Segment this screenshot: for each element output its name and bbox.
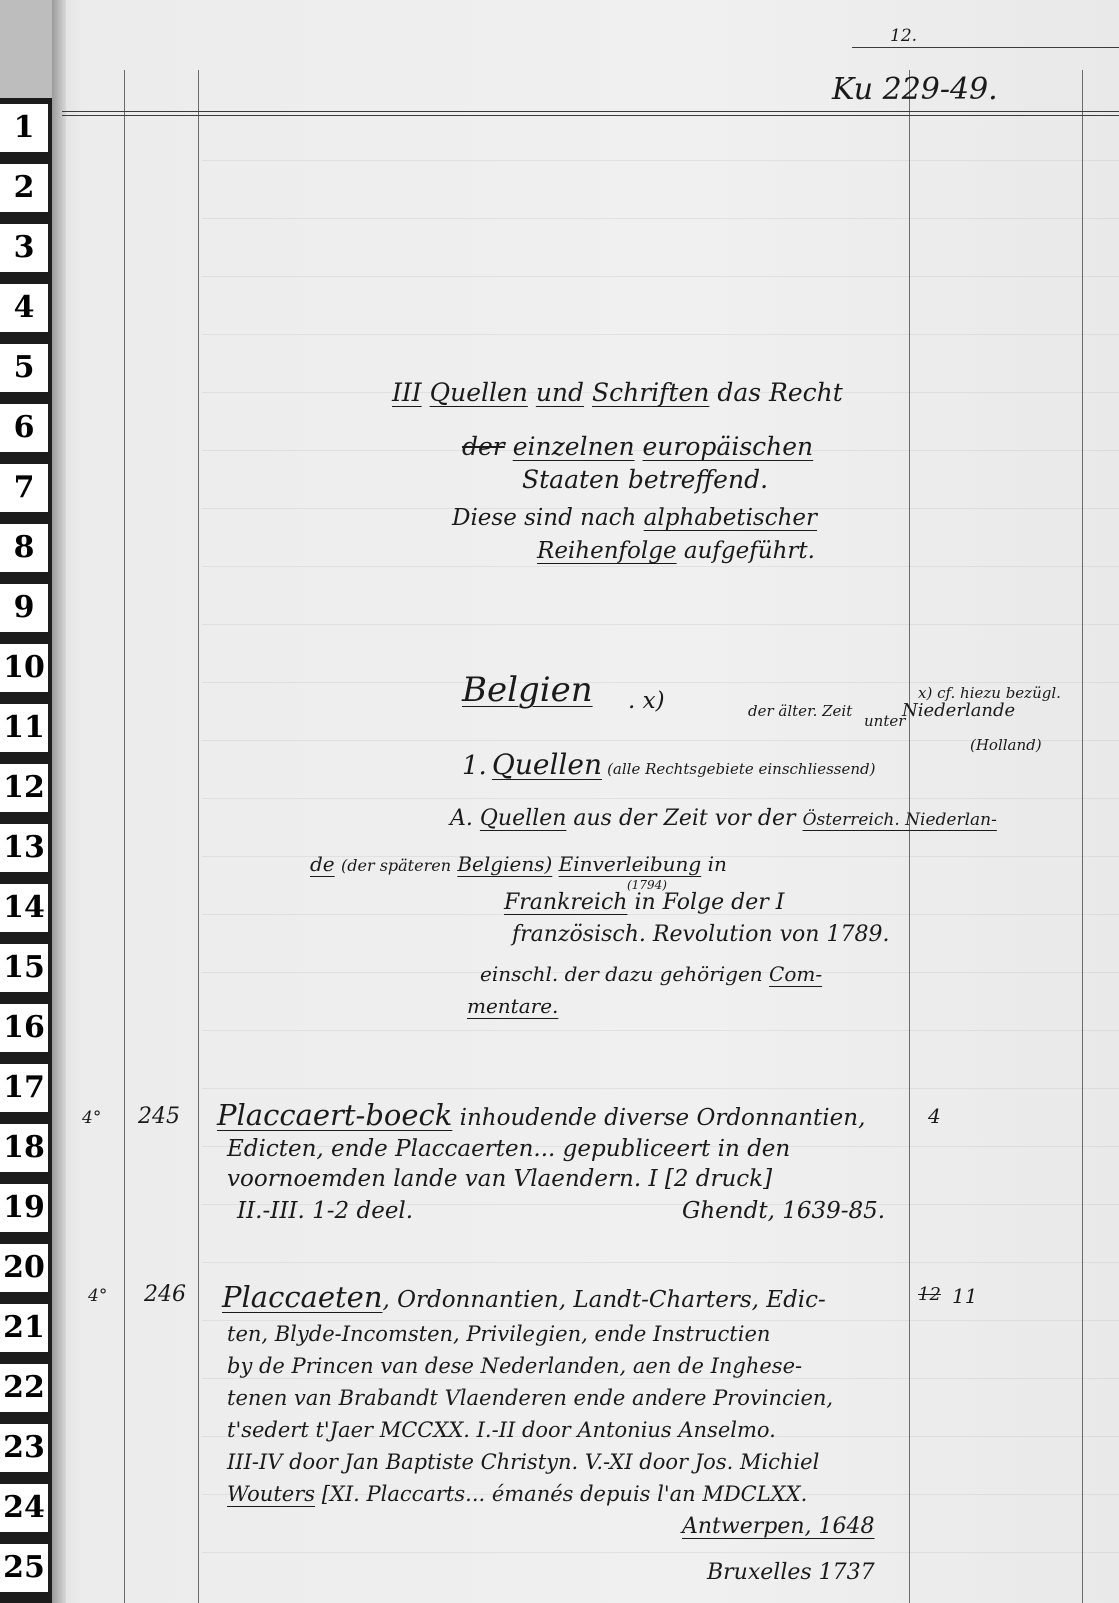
line-number: 16 [0, 1004, 48, 1052]
line-number: 7 [0, 464, 48, 512]
section-title-line3: Staaten betreffend. [522, 465, 769, 494]
country-note-d: x) cf. hiezu bezügl. [918, 684, 1061, 702]
entry-line: by de Princen van dese Nederlanden, aen de Inghese- [227, 1354, 803, 1378]
sub-heading-a-line5 [480, 962, 822, 986]
entry-format: 4° [88, 1286, 108, 1306]
ledger-rule [202, 1552, 1119, 1553]
section-title [392, 378, 843, 407]
section-note-line1 [452, 505, 817, 531]
header-rule-double [62, 115, 1119, 116]
text-in: in [707, 852, 727, 876]
entry-line: tenen van Brabandt Vlaenderen ende andere Provincien, [227, 1386, 834, 1410]
sub-heading-a-oesterreich: Österreich. Niederlan- [802, 810, 997, 830]
country-note-e: (Holland) [970, 736, 1042, 754]
line-number: 24 [0, 1484, 48, 1532]
sub-heading-1-note: (alle Rechtsgebiete einschliessend) [607, 760, 876, 778]
entry-text: inhoudende diverse Ordonnantien, [459, 1105, 866, 1131]
ledger-rule [202, 1030, 1119, 1031]
note-text: Diese sind nach [452, 505, 637, 531]
entry-line: voornoemden lande van Vlaendern. I [2 druck] [227, 1166, 773, 1192]
line-number: 14 [0, 884, 48, 932]
ledger-rule [202, 798, 1119, 799]
binding-shadow [52, 0, 66, 1603]
line-number: 1 [0, 104, 48, 152]
column-line-right [1082, 70, 1083, 1603]
sub-heading-a-label: A. [450, 806, 473, 831]
line-number: 12 [0, 764, 48, 812]
word-der-struck: der [462, 432, 505, 461]
column-line-volumes [909, 70, 910, 1603]
section-note-line2 [537, 538, 815, 564]
sub-heading-a-text: aus der Zeit vor der [573, 806, 796, 831]
line-number: 13 [0, 824, 48, 872]
ledger-rule [202, 160, 1119, 161]
entry-line [227, 1482, 807, 1506]
line-number: 23 [0, 1424, 48, 1472]
ledger-rule [202, 1378, 1119, 1379]
line-number: 2 [0, 164, 48, 212]
word-europaeischen: europäischen [642, 432, 814, 461]
sub-heading-a-quellen: Quellen [479, 806, 567, 831]
line-number: 10 [0, 644, 48, 692]
line-number: 5 [0, 344, 48, 392]
entry-line [217, 1098, 865, 1132]
country-note-a: der älter. Zeit [748, 702, 853, 720]
ruler-tab [0, 0, 52, 98]
word-das-recht: das Recht [717, 378, 843, 407]
ledger-rule [202, 624, 1119, 625]
line-number: 4 [0, 284, 48, 332]
line-number: 19 [0, 1184, 48, 1232]
word-quellen: Quellen [429, 378, 528, 407]
entry-number: 245 [138, 1104, 180, 1129]
ledger-rule [202, 276, 1119, 277]
line-number: 3 [0, 224, 48, 272]
note-alphabetischer: alphabetischer [643, 505, 818, 531]
line-number-ruler [0, 0, 52, 1603]
entry-number: 246 [144, 1282, 186, 1307]
line-number: 6 [0, 404, 48, 452]
note-reihenfolge: Reihenfolge [537, 538, 677, 564]
entry-text: [XI. Placcarts... émanés depuis l'an MDCLXX. [315, 1482, 808, 1506]
entry-line: t'sedert t'Jaer MCCXX. I.-II door Antonius Anselmo. [227, 1418, 776, 1442]
text-frankreich: Frankreich [504, 890, 628, 915]
country-footnote-mark: . x) [628, 688, 665, 714]
word-einzelnen: einzelnen [512, 432, 635, 461]
line-number: 21 [0, 1304, 48, 1352]
entry-volumes-struck: 12 [918, 1284, 941, 1305]
entry-wouters: Wouters [227, 1482, 316, 1506]
country-note-c: Niederlande [902, 700, 1016, 721]
ledger-rule [202, 682, 1119, 683]
entry-line: II.-III. 1-2 deel. [237, 1198, 414, 1224]
line-number: 15 [0, 944, 48, 992]
country-name: Belgien [462, 670, 593, 710]
sub-heading-a-line2 [310, 852, 727, 876]
word-schriften: Schriften [592, 378, 710, 407]
sub-heading-a-line3 [504, 890, 784, 915]
sub-heading-1-title: Quellen [491, 748, 602, 781]
ledger-rule [202, 1088, 1119, 1089]
year-superscript: (1794) [627, 878, 667, 892]
entry-title: Placcaert-boeck [217, 1098, 453, 1132]
entry-volumes: 4 [928, 1104, 941, 1128]
entry-line: Edicten, ende Placcaerten... gepubliceert in den [227, 1136, 791, 1162]
ledger-rule [202, 1320, 1119, 1321]
sub-heading-1 [462, 748, 875, 781]
line-number: 22 [0, 1364, 48, 1412]
word-und: und [535, 378, 585, 407]
line-number: 8 [0, 524, 48, 572]
text-einschl: einschl. der dazu gehörigen [480, 962, 763, 986]
top-rule [852, 47, 1119, 48]
entry-imprint: Bruxelles 1737 [707, 1560, 875, 1585]
entry-line [222, 1280, 826, 1314]
shelfmark: Ku 229-49. [832, 72, 998, 107]
entry-text: , Ordonnantien, Landt-Charters, Edic- [382, 1287, 826, 1313]
header-rule [62, 111, 1119, 112]
text-einverleibung: Einverleibung [558, 852, 702, 876]
line-number: 11 [0, 704, 48, 752]
entry-title: Placcaeten [222, 1280, 383, 1314]
sub-heading-1-label: 1. [462, 751, 487, 781]
column-line-number [198, 70, 199, 1603]
text-in-folge: in Folge der I [634, 890, 785, 915]
ledger-rule [202, 566, 1119, 567]
text-belgiens: Belgiens) [457, 852, 553, 876]
ledger-rule [202, 218, 1119, 219]
section-numeral: III [392, 378, 422, 407]
entry-volumes: 11 [952, 1284, 978, 1308]
entry-line: III-IV door Jan Baptiste Christyn. V.-XI door Jos. Michiel [227, 1450, 820, 1474]
ledger-rule [202, 334, 1119, 335]
line-number: 20 [0, 1244, 48, 1292]
section-title-line2 [462, 432, 813, 461]
entry-imprint: Ghendt, 1639-85. [682, 1198, 886, 1224]
text-de: de [310, 852, 335, 876]
sub-heading-a-line6: mentare. [467, 994, 559, 1018]
entry-line: ten, Blyde-Incomsten, Privilegien, ende Instructien [227, 1322, 771, 1346]
column-line-format [124, 70, 125, 1603]
note-text-end: aufgeführt. [683, 538, 815, 564]
text-com: Com- [769, 962, 823, 986]
line-number: 25 [0, 1544, 48, 1592]
ledger-page [52, 0, 1119, 1603]
ledger-rule [202, 1262, 1119, 1263]
text-der-spaeteren: (der späteren [341, 856, 451, 875]
page-number: 12. [890, 26, 918, 46]
sub-heading-a [450, 806, 997, 831]
line-number: 17 [0, 1064, 48, 1112]
sub-heading-a-line4: französisch. Revolution von 1789. [512, 922, 890, 947]
entry-imprint: Antwerpen, 1648 [682, 1514, 875, 1539]
line-number: 9 [0, 584, 48, 632]
entry-format: 4° [82, 1108, 102, 1128]
country-note-b: unter [864, 712, 906, 730]
line-number: 18 [0, 1124, 48, 1172]
